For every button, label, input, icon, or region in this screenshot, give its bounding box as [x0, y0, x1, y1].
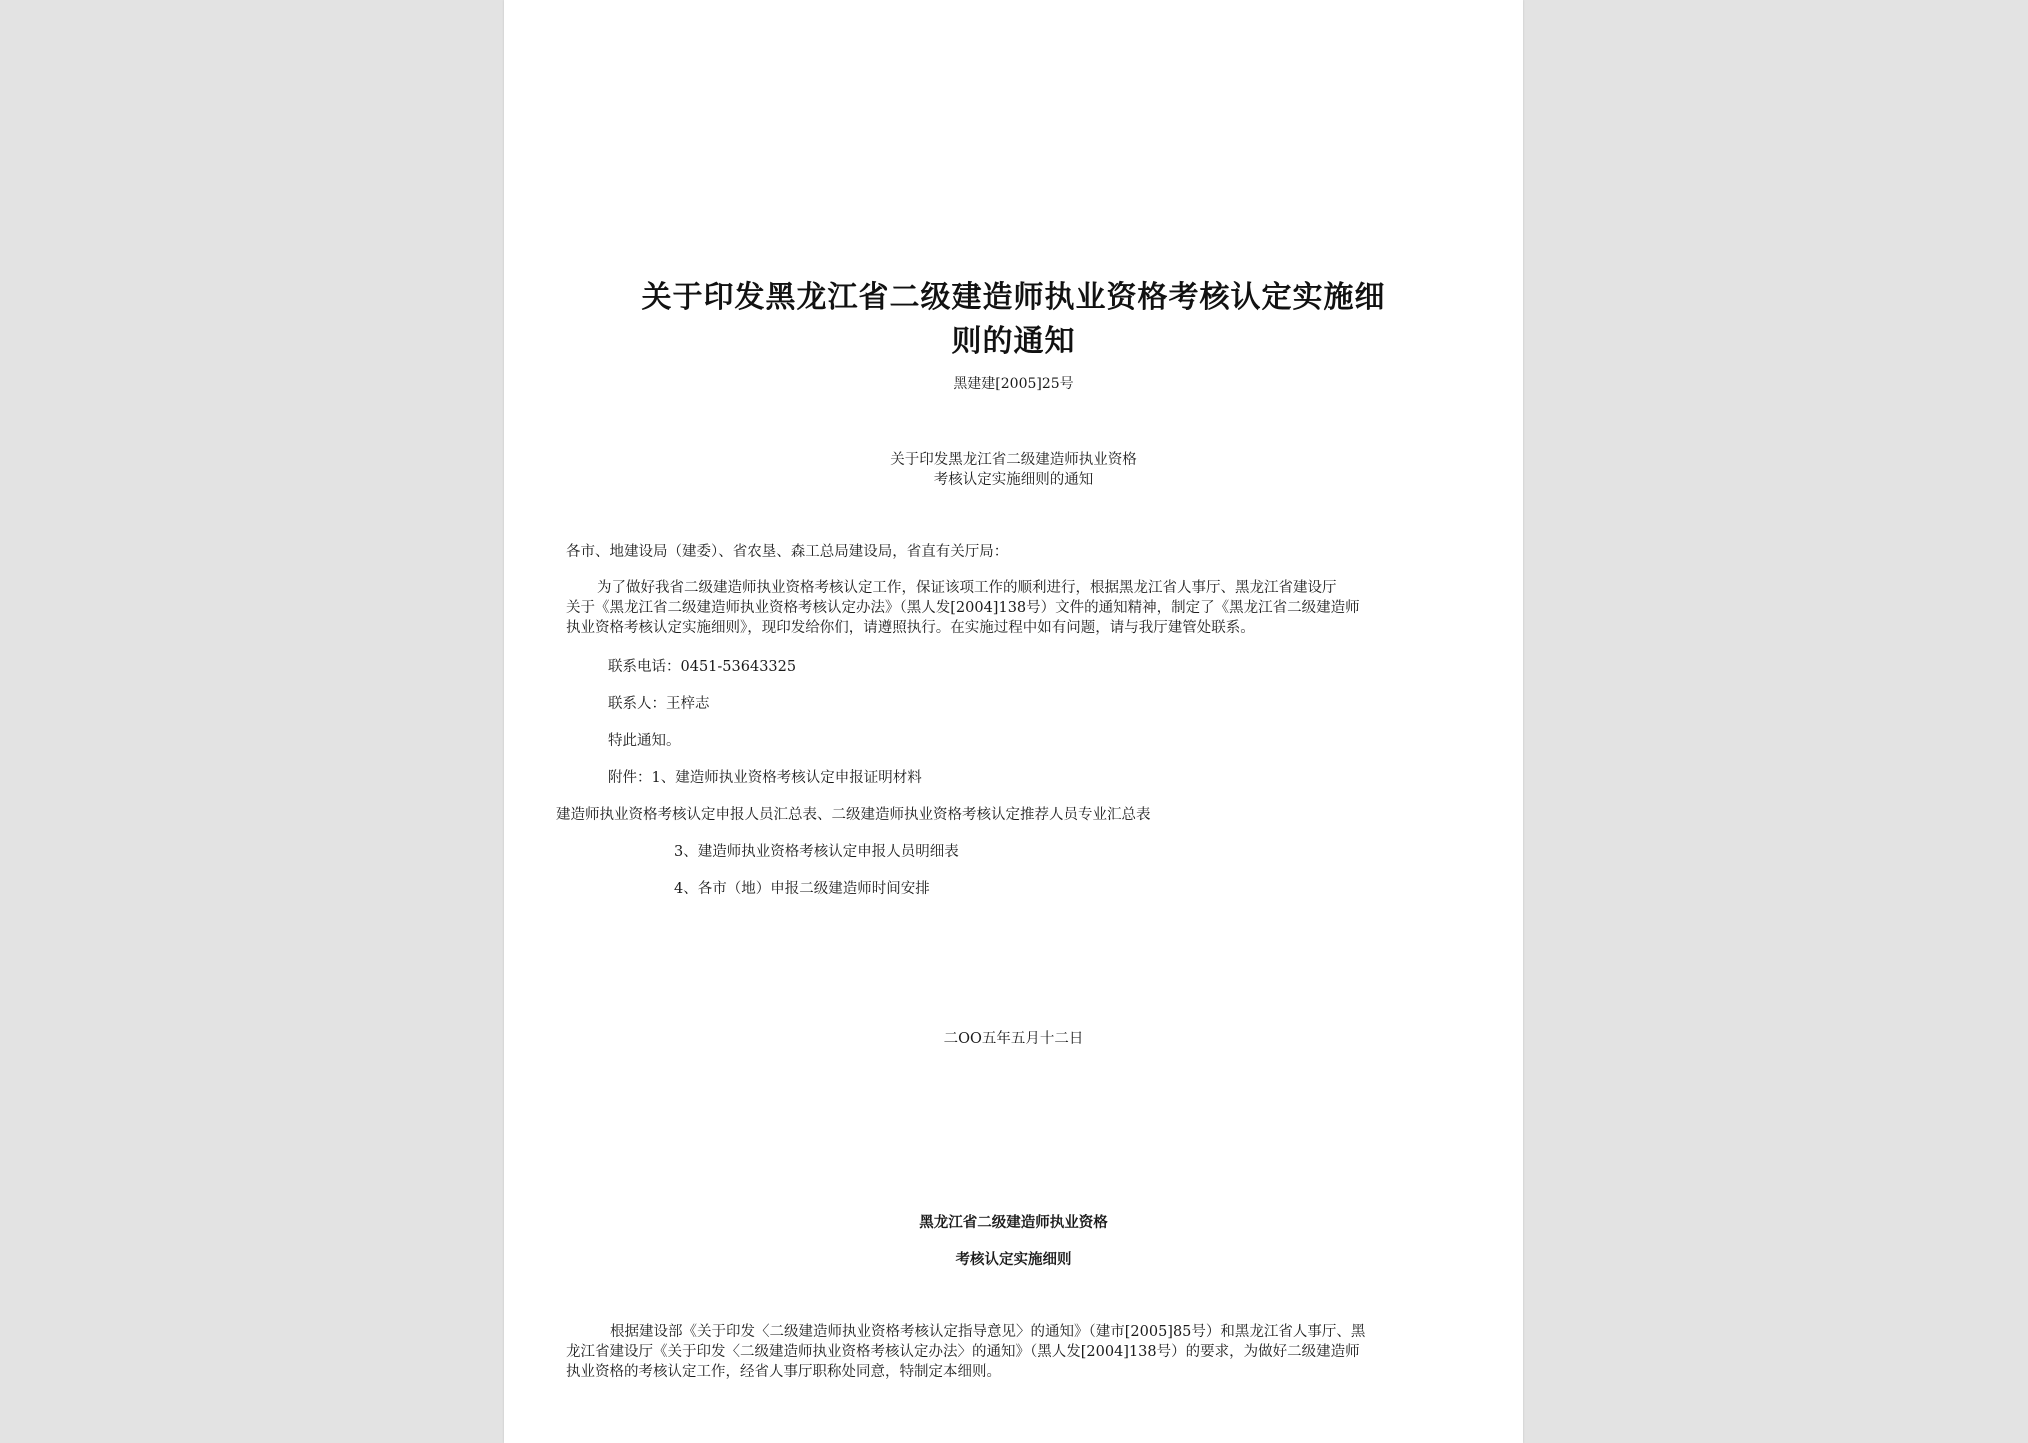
- notice-paragraph-line: 关于《黑龙江省二级建造师执业资格考核认定办法》（黑人发[2004]138号）文件的通知精神，制定了《黑龙江省二级建造师: [566, 600, 1360, 616]
- document-title-line-2: 则的通知: [951, 324, 1076, 359]
- rules-title-line-2: 考核认定实施细则: [955, 1251, 1072, 1268]
- notice-closing: 特此通知。: [608, 733, 681, 749]
- notice-paragraph-line: 为了做好我省二级建造师执业资格考核认定工作，保证该项工作的顺利进行，根据黑龙江省人事厅、黑龙江省建设厅: [597, 580, 1337, 596]
- rules-paragraph-line: 龙江省建设厅《关于印发〈二级建造师执业资格考核认定办法〉的通知》（黑人发[2004]138号）的要求，为做好二级建造师: [566, 1344, 1360, 1360]
- addressee-line: 各市、地建设局（建委）、省农垦、森工总局建设局，省直有关厅局：: [566, 544, 1009, 560]
- attachment-item-2: 建造师执业资格考核认定申报人员汇总表、二级建造师执业资格考核认定推荐人员专业汇总表: [556, 807, 1151, 823]
- issue-date: 二OO五年五月十二日: [943, 1031, 1084, 1047]
- contact-phone: 联系电话：0451-53643325: [608, 659, 797, 675]
- contact-person: 联系人：王梓志: [608, 696, 710, 712]
- notice-subtitle-line-1: 关于印发黑龙江省二级建造师执业资格: [890, 452, 1137, 468]
- attachment-item-3: 3、建造师执业资格考核认定申报人员明细表: [674, 844, 959, 860]
- rules-paragraph: [566, 1322, 1460, 1382]
- document-page: [504, 0, 1523, 1443]
- notice-subtitle-line-2: 考核认定实施细则的通知: [933, 472, 1094, 488]
- notice-paragraph-line: 执业资格考核认定实施细则》，现印发给你们，请遵照执行。在实施过程中如有问题，请与我厅建管处联系。: [566, 620, 1255, 636]
- notice-paragraph: [566, 578, 1460, 638]
- document-number: 黑建建[2005]25号: [953, 376, 1074, 392]
- rules-paragraph-line: 执业资格的考核认定工作，经省人事厅职称处同意，特制定本细则。: [566, 1364, 1001, 1380]
- document-title-line-1: 关于印发黑龙江省二级建造师执业资格考核认定实施细: [641, 280, 1386, 315]
- attachment-item-1: 附件：1、建造师执业资格考核认定申报证明材料: [608, 770, 922, 786]
- attachment-item-4: 4、各市（地）申报二级建造师时间安排: [674, 881, 930, 897]
- rules-title-line-1: 黑龙江省二级建造师执业资格: [919, 1214, 1108, 1231]
- rules-paragraph-line: 根据建设部《关于印发〈二级建造师执业资格考核认定指导意见〉的通知》（建市[2005]85号）和黑龙江省人事厅、黑: [610, 1324, 1366, 1340]
